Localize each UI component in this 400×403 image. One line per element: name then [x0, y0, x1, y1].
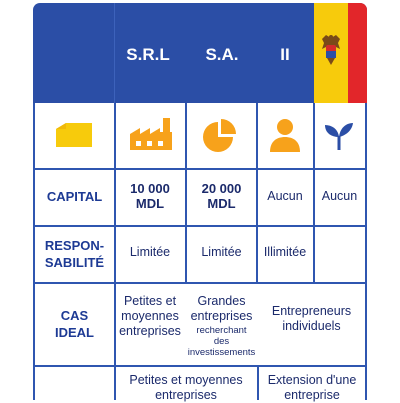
flag-red-stripe — [348, 3, 367, 103]
capital-sa: 20 000 MDL — [201, 181, 242, 211]
factory-icon — [127, 114, 175, 158]
sprout-icon — [320, 120, 358, 154]
capital-ii: Aucun — [267, 189, 303, 203]
pie-chart-icon — [199, 116, 241, 156]
cas-ideal-srl: Petites et moyennes entreprises — [119, 294, 181, 338]
coat-of-arms-icon — [318, 31, 344, 71]
person-icon — [266, 116, 304, 156]
capital-srl: 10 000 MDL — [130, 181, 170, 211]
grid-line — [33, 168, 367, 170]
row-label-cas-ideal: CAS IDEAL — [55, 308, 94, 340]
grid-line — [33, 225, 367, 227]
grid-line — [33, 282, 367, 284]
grid-line — [33, 365, 367, 367]
column-header-sa: S.A. — [205, 45, 239, 64]
row-label-capital: CAPITAL — [46, 189, 103, 204]
last-row-srl-sa: Petites et moyennes entreprises — [129, 373, 243, 402]
moldova-flag — [314, 3, 367, 103]
capital-other: Aucun — [321, 189, 358, 203]
grid-line — [114, 3, 115, 103]
grid-line — [365, 103, 367, 400]
responsabilite-ii: Illimitée — [263, 245, 307, 259]
cas-ideal-sa: Grandes entreprises — [190, 294, 253, 323]
row-label-responsabilite: RESPON- SABILITÉ — [44, 238, 105, 270]
responsabilite-srl: Limitée — [129, 245, 171, 259]
cas-ideal-sa-detail: recherchant des investissements — [187, 325, 256, 358]
column-header-srl: S.R.L — [126, 45, 170, 64]
responsabilite-sa: Limitée — [201, 245, 242, 259]
folder-icon — [52, 119, 96, 153]
cas-ideal-ii: Entrepreneurs individuels — [271, 304, 352, 333]
last-row-ii: Extension d'une entreprise — [267, 373, 357, 402]
column-header-ii: II — [280, 45, 290, 64]
